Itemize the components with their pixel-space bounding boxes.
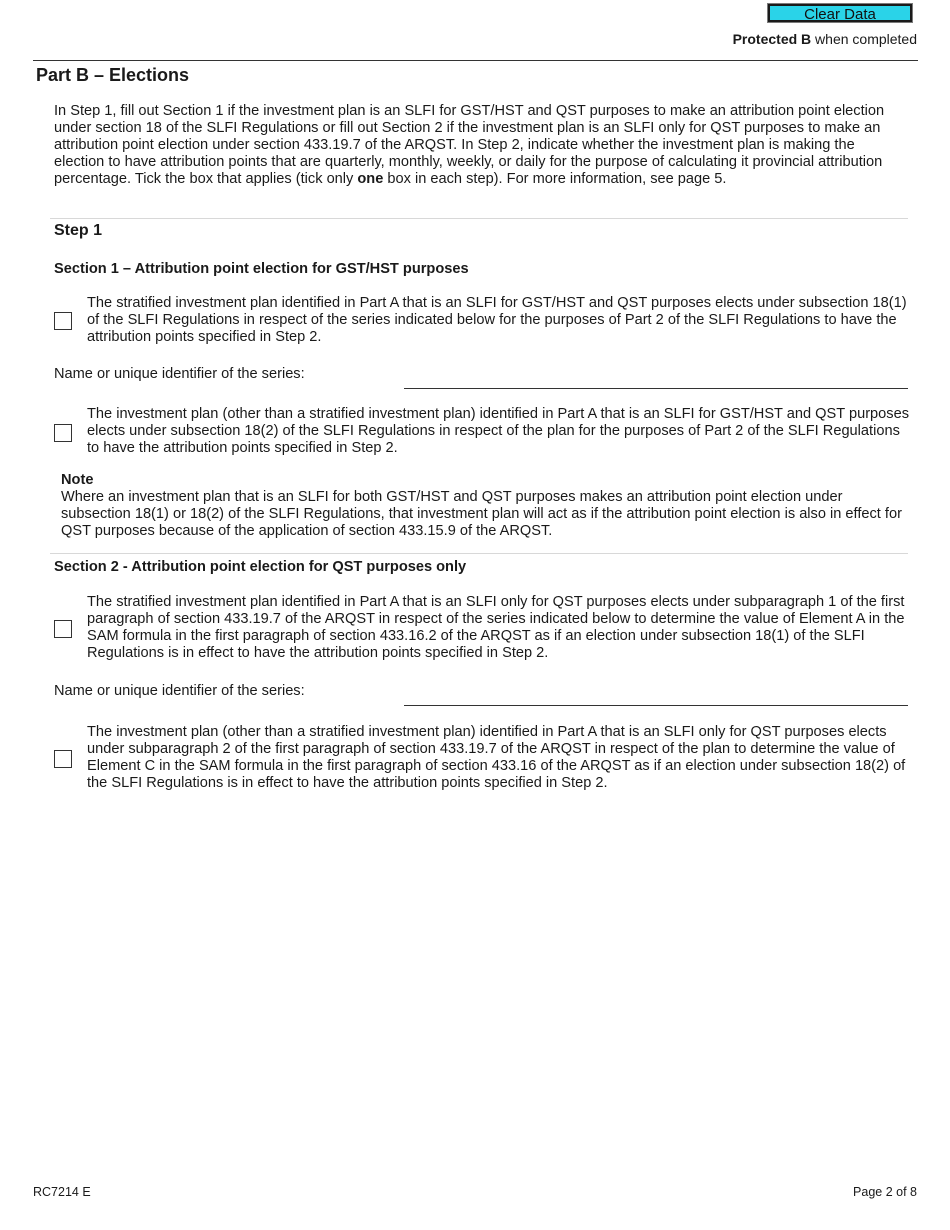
protected-rest: when completed bbox=[811, 31, 917, 47]
section2-series-label: Name or unique identifier of the series: bbox=[54, 683, 305, 699]
section2-option-a-checkbox[interactable] bbox=[54, 620, 72, 638]
section2-series-input[interactable] bbox=[404, 705, 908, 706]
section-divider bbox=[50, 553, 908, 554]
section2-option-b-checkbox[interactable] bbox=[54, 750, 72, 768]
note-title: Note bbox=[61, 472, 94, 488]
clear-data-button[interactable]: Clear Data bbox=[768, 4, 912, 22]
header-divider bbox=[33, 60, 918, 61]
section2-option-b-text: The investment plan (other than a stratified investment plan) identified in Part A that is an SLFI only for QST purposes elects under subparagraph 2 of the first paragraph of section 433.19.7 of the ARQST in respect of the plan to determine the value of Element C in the SAM formula in the first paragraph of section 433.16 of the ARQST as if an election under subsection 18(2) of the SLFI Regulations is in effect to have the attribution points specified in Step 2. bbox=[87, 724, 906, 791]
intro-text-start: In Step 1, fill out Section 1 if the investment plan is an SLFI for GST/HST and QST purposes to make an attribution point election under section 18 of the SLFI Regulations or fill out Section 2 if the investment plan is an SLFI only for QST purposes to make an attribution point election under section 433.19.7 of the ARQST. In Step 2, indicate whether the investment plan is making the election to have attribution points that are quarterly, monthly, weekly, or daily for the purpose of calculating it provincial attribution percentage. Tick the box that applies (tick only bbox=[54, 103, 885, 187]
page-number: Page 2 of 8 bbox=[853, 1185, 917, 1199]
protected-bold: Protected B bbox=[732, 31, 812, 47]
part-b-intro bbox=[54, 103, 909, 188]
section1-option-a-checkbox[interactable] bbox=[54, 312, 72, 330]
section1-title: Section 1 – Attribution point election for GST/HST purposes bbox=[54, 261, 469, 277]
section2-title: Section 2 - Attribution point election for QST purposes only bbox=[54, 559, 467, 575]
section2-option-a-text: The stratified investment plan identified in Part A that is an SLFI only for QST purposes elects under subparagraph 1 of the first paragraph of section 433.19.7 of the ARQST in respect of the series indicated below to determine the value of Element A in the SAM formula in the first paragraph of section 433.16.2 of the ARQST as if an election under subsection 18(1) of the SLFI Regulations is in effect to have the attribution points specified in Step 2. bbox=[87, 594, 905, 661]
section1-option-b-text: The investment plan (other than a stratified investment plan) identified in Part A that is an SLFI for GST/HST and QST purposes elects under subsection 18(2) of the SLFI Regulations in respect of the plan for the purposes of Part 2 of the SLFI Regulations to have the attribution points specified in Step 2. bbox=[87, 406, 909, 456]
protected-status bbox=[733, 31, 917, 47]
section1-series-input[interactable] bbox=[404, 388, 908, 389]
note-text: Where an investment plan that is an SLFI for both GST/HST and QST purposes makes an attribution point election under subsection 18(1) or 18(2) of the SLFI Regulations, that investment plan will act as if the attribution point election is also in effect for QST purposes because of the application of section 433.15.9 of the ARQST. bbox=[61, 489, 902, 539]
step1-title: Step 1 bbox=[54, 222, 103, 239]
intro-text-end: box in each step). For more information, see page 5. bbox=[383, 171, 727, 187]
intro-divider bbox=[50, 218, 908, 219]
intro-bold-word: one bbox=[357, 171, 384, 187]
section1-series-label: Name or unique identifier of the series: bbox=[54, 366, 305, 382]
part-b-title: Part B – Elections bbox=[36, 65, 190, 85]
section1-option-a-text: The stratified investment plan identified in Part A that is an SLFI for GST/HST and QST purposes elects under subsection 18(1) of the SLFI Regulations in respect of the series indicated below for the purposes of Part 2 of the SLFI Regulations to have the attribution points specified in Step 2. bbox=[87, 295, 907, 345]
section1-option-b-checkbox[interactable] bbox=[54, 424, 72, 442]
form-code: RC7214 E bbox=[33, 1185, 91, 1199]
